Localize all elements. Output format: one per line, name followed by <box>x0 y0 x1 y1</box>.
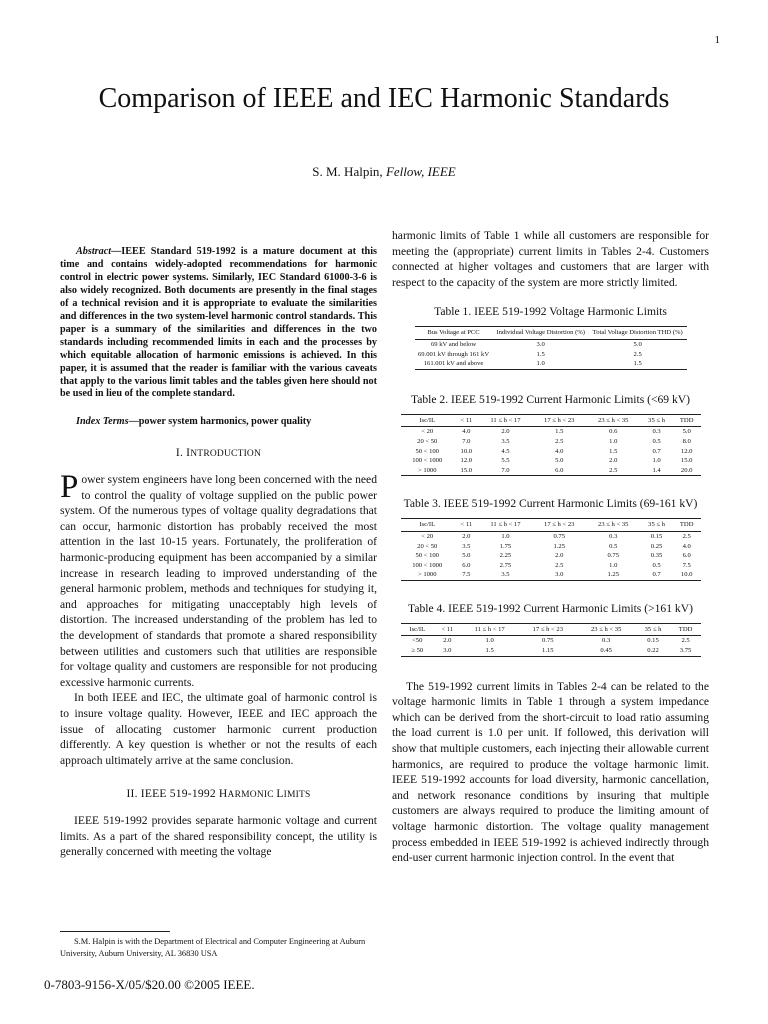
author-line <box>90 164 678 180</box>
table-header: 17 ≤ h < 23 <box>532 625 563 633</box>
paper-title: Comparison of IEEE and IEC Harmonic Standards <box>98 83 670 114</box>
abstract <box>60 246 377 401</box>
table-cell: 5.0 <box>682 428 691 436</box>
table-cell: 0.6 <box>609 428 618 436</box>
table-cell: 2.0 <box>462 532 471 540</box>
footnote-rule <box>60 931 170 932</box>
table-header: 23 ≤ h < 35 <box>590 625 622 633</box>
table-cell: 161.001 kV and above <box>423 360 484 368</box>
intro-paragraph-1 <box>60 469 377 690</box>
table-cell: 1.5 <box>536 350 545 358</box>
table-cell: 20 < 50 <box>417 542 438 550</box>
table-cell: 5.0 <box>462 552 471 560</box>
table-cell: 0.15 <box>650 532 663 540</box>
section-heading-introduction <box>60 445 377 463</box>
section-2-paragraph-1: IEEE 519-1992 provides separate harmonic voltage and current limits. As a part of the shared responsibility concept, the utility is generally concerned with meeting the voltage <box>60 813 377 859</box>
section-2-number: II. IEEE 519-1992 H <box>126 787 228 801</box>
table-header: 23 ≤ h < 35 <box>598 416 629 424</box>
table-header: 35 ≤ h <box>648 521 665 529</box>
table-cell: 7.5 <box>682 561 691 569</box>
table-header: Isc/IL <box>419 416 436 424</box>
table-1 <box>415 326 687 369</box>
table-cell: < 20 <box>421 428 434 436</box>
author-title: Fellow, IEEE <box>385 164 456 179</box>
table-row <box>401 570 701 580</box>
table-cell: 2.5 <box>555 437 564 445</box>
table-header: TDD <box>679 521 694 529</box>
table-cell: 69.001 kV through 161 kV <box>417 350 490 358</box>
table-header: 17 ≤ h < 23 <box>544 521 575 529</box>
table-row <box>401 427 701 437</box>
table-cell: 20.0 <box>680 466 693 474</box>
intro-paragraph-2: In both IEEE and IEC, the ultimate goal of harmonic control is to insure voltage quality. However, IEEE and IEC approach the issue of allocating customer harmonic current production differently. A key question is whether or not the results of each approach ultimately arrive at the same conclusion. <box>60 691 377 767</box>
table-header: < 11 <box>460 521 473 529</box>
table-cell: 1.0 <box>652 457 661 465</box>
table-header: Isc/IL <box>409 625 426 633</box>
table-row <box>401 447 701 457</box>
table-cell: 0.5 <box>609 542 618 550</box>
right-column <box>392 228 709 866</box>
table-3 <box>401 518 701 581</box>
table-cell: 2.0 <box>501 428 510 436</box>
table-cell: 2.0 <box>555 552 564 560</box>
index-terms-lead: Index Terms <box>76 416 129 428</box>
table-header: Bus Voltage at PCC <box>427 329 480 337</box>
table-cell: 5.0 <box>633 340 642 348</box>
table-cell: 100 < 1000 <box>412 561 443 569</box>
table-cell: 3.0 <box>443 647 452 655</box>
table-cell: 0.22 <box>647 647 659 655</box>
table-cell: 0.3 <box>609 532 618 540</box>
table-cell: 50 < 100 <box>415 447 439 455</box>
table-row <box>415 359 687 369</box>
table-cell: ≥ 50 <box>411 647 424 655</box>
abstract-body: —IEEE Standard 519-1992 is a mature document at this time and contains widely-adopted recommendations for harmonic control in electric power systems. Similarly, IEC Standard 61000-3-6 is also widely recognized. Both documents are presently in the final stages of a technical revision and it is appropriate to evaluate the similarities and differences in the two system-level harmonic control standards. This paper is a summary of the similarities and differences in the two standards including recommended limits in each and the processes by which equitable allocation of harmonic emissions is achieved. In this paper, it is assumed that the reader is familiar with the various caveats that apply to the various limit tables and the tables given here should not be used in lieu of the complete standard. <box>60 246 377 400</box>
table-header: TDD <box>679 416 694 424</box>
index-terms-body: —power system harmonics, power quality <box>128 416 312 428</box>
table-header-row <box>401 414 701 427</box>
table-cell: 2.25 <box>499 552 512 560</box>
table-cell: 1.5 <box>609 447 618 455</box>
table-cell: 3.5 <box>501 437 510 445</box>
table-cell: 20 < 50 <box>417 437 438 445</box>
table-row <box>415 339 687 349</box>
table-cell: 1.4 <box>652 466 661 474</box>
table-cell: 0.3 <box>652 428 661 436</box>
table-cell: 0.5 <box>652 561 661 569</box>
right-paragraph-2: The 519-1992 current limits in Tables 2-4 can be related to the voltage harmonic limits in Table 1 through a system impedance which can be derived from the short-circuit to load ratio assuming the load current is 1.0 per unit. If followed, this derivation will show that multiple customers, each injecting their allowable current harmonics, are required to produce the voltage harmonic limit. IEEE 519-1992 accounts for load diversity, harmonic cancellation, and network resonance conditions by insuring that multiple customers are always required to produce the limiting amount of voltage harmonic distortion. The voltage quality management process embedded in IEEE 519-1992 is achieved indirectly through end-user current harmonic injection control. In the event that <box>392 679 709 865</box>
table-header: 11 ≤ h < 17 <box>490 521 521 529</box>
table-header: 11 ≤ h < 17 <box>474 625 505 633</box>
table-cell: 5.0 <box>555 457 564 465</box>
left-column <box>60 246 377 860</box>
section-2-cap-b: L <box>276 787 284 801</box>
intro-p1-text: ower system engineers have long been concerned with the need to control the quality of voltage supplied on the public power system. Of the numerous types of voltage quality degradations that can occur, harmonic distortion has probably received the most attention in the last 10-15 years. Fortunately, the proliferation of harmonic-producing equipment has been accompanied by a similar increase in research leading to improved understanding of the general harmonic problem, methods and techniques for studying it, and approaches for mitigating unacceptably high levels of distortion. The increased understanding of the problem has led to the development of standards that promote a shared responsibility between utilities and customers such that utilities are responsible for voltage quality and customers are responsible for not producing excessive harmonic currents. <box>60 473 377 689</box>
table-cell: 0.45 <box>600 647 612 655</box>
table-4-title: Table 4. IEEE 519-1992 Current Harmonic Limits (>161 kV) <box>408 601 693 615</box>
section-2-rest-b: IMITS <box>283 790 311 801</box>
table-cell: 10.0 <box>460 447 473 455</box>
table-cell: 0.7 <box>652 447 661 455</box>
table-header: Individual Voltage Distortion (%) <box>496 329 585 337</box>
drop-cap: P <box>60 469 79 506</box>
table-row <box>401 636 701 646</box>
table-header: 17 ≤ h < 23 <box>544 416 575 424</box>
table-row <box>401 561 701 571</box>
table-row <box>415 350 687 360</box>
table-cell: 2.5 <box>609 466 618 474</box>
table-header: 35 ≤ h <box>644 625 662 633</box>
table-row <box>401 456 701 466</box>
table-row <box>401 646 701 656</box>
table-cell: 3.0 <box>536 340 545 348</box>
table-cell: 2.0 <box>609 457 618 465</box>
table-cell: 50 < 100 <box>415 552 439 560</box>
table-row <box>401 542 701 552</box>
table-cell: 15.0 <box>680 457 693 465</box>
table-cell: 3.0 <box>555 571 564 579</box>
table-cell: 1.5 <box>633 360 642 368</box>
table-cell: 0.75 <box>553 532 566 540</box>
table-row <box>401 437 701 447</box>
table-cell: 1.0 <box>609 437 618 445</box>
page-number: 1 <box>714 34 720 46</box>
table-cell: 1.0 <box>501 532 510 540</box>
table-cell: 2.5 <box>682 532 691 540</box>
table-cell: 12.0 <box>680 447 693 455</box>
table-cell: 2.0 <box>443 637 452 645</box>
table-cell: 6.0 <box>462 561 471 569</box>
table-cell: 5.5 <box>501 457 510 465</box>
table-cell: 0.75 <box>542 637 554 645</box>
table-cell: 1.0 <box>536 360 545 368</box>
table-cell: 0.5 <box>652 437 661 445</box>
table-2 <box>401 414 701 477</box>
table-row <box>401 466 701 476</box>
table-cell: 1.25 <box>607 571 620 579</box>
table-cell: 3.5 <box>501 571 510 579</box>
table-cell: 1.15 <box>542 647 554 655</box>
table-cell: 0.7 <box>652 571 661 579</box>
table-header: Total Voltage Distortion THD (%) <box>592 329 683 337</box>
table-cell: <50 <box>412 637 423 645</box>
table-cell: 7.0 <box>501 466 510 474</box>
table-header: Isc/IL <box>419 521 436 529</box>
table-header: 35 ≤ h <box>648 416 665 424</box>
table-cell: 10.0 <box>680 571 693 579</box>
table-cell: 3.75 <box>679 647 692 655</box>
table-cell: 1.5 <box>485 647 494 655</box>
table-cell: 2.5 <box>681 637 690 645</box>
section-1-number: I. I <box>175 446 191 460</box>
table-cell: 1.25 <box>553 542 566 550</box>
table-header: < 11 <box>460 416 473 424</box>
table-row <box>401 531 701 541</box>
abstract-lead: Abstract <box>76 246 112 257</box>
table-cell: 4.0 <box>462 428 471 436</box>
table-cell: 15.0 <box>460 466 473 474</box>
table-cell: 1.75 <box>499 542 512 550</box>
table-cell: 4.0 <box>555 447 564 455</box>
table-1-title: Table 1. IEEE 519-1992 Voltage Harmonic Limits <box>434 305 667 319</box>
section-2-rest-a: ARMONIC <box>227 790 277 801</box>
table-header-row <box>401 623 701 636</box>
table-cell: 69 kV and below <box>430 340 477 348</box>
table-cell: 0.25 <box>650 542 663 550</box>
table-cell: > 1000 <box>417 466 437 474</box>
table-header: 23 ≤ h < 35 <box>598 521 629 529</box>
table-cell: 12.0 <box>460 457 473 465</box>
index-terms <box>60 415 377 428</box>
table-cell: 0.75 <box>607 552 620 560</box>
table-header: 11 ≤ h < 17 <box>490 416 521 424</box>
table-header-row <box>401 519 701 532</box>
table-cell: 4.5 <box>501 447 510 455</box>
table-cell: < 20 <box>421 532 434 540</box>
table-cell: 4.0 <box>682 542 691 550</box>
table-cell: 0.35 <box>650 552 663 560</box>
copyright-line: 0-7803-9156-X/05/$20.00 ©2005 IEEE. <box>44 977 255 992</box>
table-cell: 1.5 <box>555 428 564 436</box>
table-cell: 100 < 1000 <box>412 457 443 465</box>
footnote: S.M. Halpin is with the Department of Electrical and Computer Engineering at Auburn University, Auburn University, AL 36830 USA <box>60 937 366 958</box>
right-paragraph-1: harmonic limits of Table 1 while all customers are responsible for meeting the (appropriate) current limits in Tables 2-4. Customers connected at higher voltages and customers that are larger with respect to the capacity of the system are more strictly limited. <box>392 229 709 289</box>
table-cell: 2.75 <box>499 561 512 569</box>
table-header-row <box>415 327 687 340</box>
table-cell: 0.15 <box>647 637 659 645</box>
table-2-title: Table 2. IEEE 519-1992 Current Harmonic Limits (<69 kV) <box>410 392 691 406</box>
table-cell: 8.0 <box>682 437 691 445</box>
table-4 <box>401 623 701 657</box>
table-cell: 6.0 <box>555 466 564 474</box>
table-cell: 1.0 <box>609 561 618 569</box>
table-row <box>401 551 701 561</box>
table-cell: 0.3 <box>602 637 611 645</box>
table-cell: 2.5 <box>555 561 564 569</box>
author-name: S. M. Halpin, <box>312 164 383 179</box>
section-1-rest: NTRODUCTION <box>190 449 262 460</box>
table-header: < 11 <box>441 625 454 633</box>
table-3-title: Table 3. IEEE 519-1992 Current Harmonic Limits (69-161 kV) <box>403 497 698 511</box>
table-cell: 7.5 <box>462 571 471 579</box>
section-heading-ieee-limits <box>60 786 377 804</box>
table-header: TDD <box>678 625 693 633</box>
table-cell: 1.0 <box>485 637 494 645</box>
table-cell: > 1000 <box>417 571 437 579</box>
table-cell: 7.0 <box>462 437 471 445</box>
table-cell: 2.5 <box>633 350 642 358</box>
table-cell: 3.5 <box>462 542 471 550</box>
table-cell: 6.0 <box>682 552 691 560</box>
